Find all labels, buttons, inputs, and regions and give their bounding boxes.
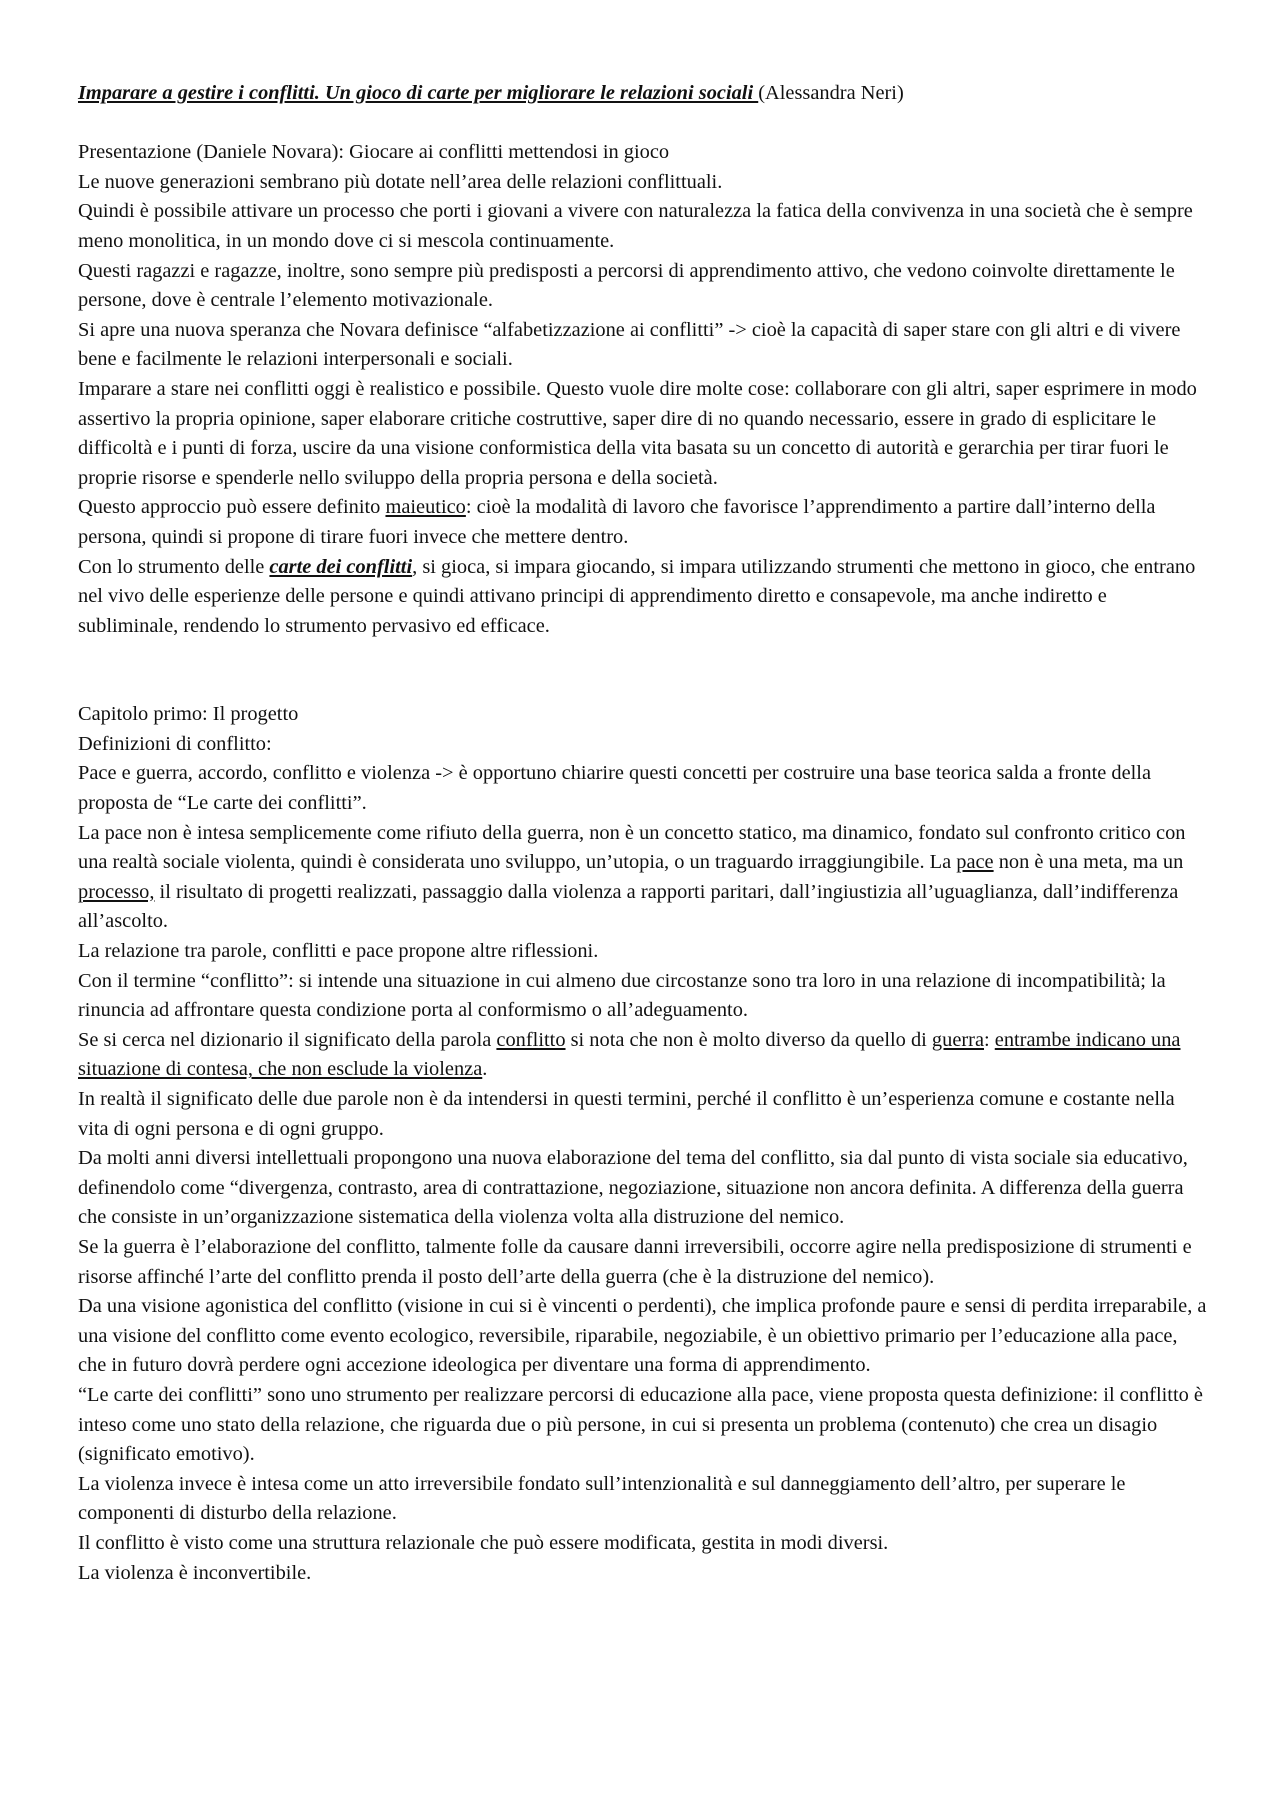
text-run: . [482,1058,488,1081]
chapter-paragraph-8: Se la guerra è l’elaborazione del conflitto, talmente folle da causare danni irreversibili, occorre agire nella predisposizione di strumenti e risorse affinché l’arte del conflitto prenda il posto dell’arte della guerra (che è la distruzione del nemico). [78,1235,1192,1288]
intro-paragraph-7 [78,553,1208,642]
section-spacer [78,641,1208,700]
chapter-paragraph-3: La relazione tra parole, conflitti e pace propone altre riflessioni. [78,940,599,963]
intro-paragraph-4: Si apre una nuova speranza che Novara definisce “alfabetizzazione ai conflitti” -> cioè la capacità di saper stare con gli altri e di vivere bene e facilmente le relazioni interpersonali e sociali. [78,318,1181,371]
text-run: : cioè la modalità di lavoro che favorisce l’apprendimento a partire dall’interno della persona, quindi si propone di tirare fuori invece che mettere dentro. [78,496,1156,548]
chapter-paragraph-11: La violenza invece è intesa come un atto irreversibile fondato sull’intenzionalità e sul danneggiamento dell’altro, per superare le componenti di disturbo della relazione. [78,1472,1126,1525]
underlined-term-guerra: guerra [931,1028,984,1051]
chapter-paragraph-12: Il conflitto è visto come una struttura relazionale che può essere modificata, gestita in modi diversi. [78,1531,889,1554]
underlined-phrase-contesa: entrambe indicano una situazione di contesa, che non esclude la violenza [78,1028,1181,1081]
book-title: Imparare a gestire i conflitti. Un gioco di carte per migliorare le relazioni sociali [78,82,759,104]
chapter-paragraph-2 [78,819,1208,937]
chapter-heading: Capitolo primo: Il progetto [78,703,299,726]
document-page [78,79,1208,1588]
spacer [78,109,1208,139]
underlined-term-conflitto: conflitto [496,1028,566,1051]
chapter-paragraph-10: “Le carte dei conflitti” sono uno strumento per realizzare percorsi di educazione alla pace, viene proposta questa definizione: il conflitto è inteso come uno stato della relazione, che riguarda due o più persone, in cui si presenta un problema (contenuto) che crea un disagio (significato emotivo). [78,1383,1203,1466]
chapter-paragraph-13: La violenza è inconvertibile. [78,1561,312,1584]
intro-paragraph-3: Questi ragazzi e ragazze, inoltre, sono sempre più predisposti a percorsi di apprendimento attivo, che vedono coinvolte direttamente le persone, dove è centrale l’elemento motivazionale. [78,259,1175,312]
intro-paragraph-5: Imparare a stare nei conflitti oggi è realistico e possibile. Questo vuole dire molte cose: collaborare con gli altri, saper esprimere in modo assertivo la propria opinione, saper elaborare critiche costruttive, saper dire di no quando necessario, essere in grado di esplicitare le difficoltà e i punti di forza, uscire da una visione conformistica della vita basata su un concetto di autorità e gerarchia per tirar fuori le proprie risorse e spenderle nello sviluppo della propria persona e della società. [78,377,1197,489]
text-run: La pace non è intesa semplicemente come rifiuto della guerra, non è un concetto statico, ma dinamico, fondato sul confronto critico con una realtà sociale violenta, quindi è considerata uno sviluppo, un’utopia, o un traguardo irraggiungibile. La [78,821,1186,874]
book-author: (Alessandra Neri) [758,82,904,104]
underlined-term-pace: pace [956,851,994,874]
intro-heading: Presentazione (Daniele Novara): Giocare ai conflitti mettendosi in gioco [78,141,670,164]
text-run: Se si cerca nel dizionario il significato della parola [78,1028,497,1051]
text-run: : [984,1028,995,1051]
intro-paragraph-1: Le nuove generazioni sembrano più dotate nell’area delle relazioni conflittuali. [78,170,723,193]
chapter-paragraph-4: Con il termine “conflitto”: si intende una situazione in cui almeno due circostanze sono tra loro in una relazione di incompatibilità; la rinuncia ad affrontare questa condizione porta al conformismo o all’adeguamento. [78,969,1166,1022]
text-run: si nota che non è molto diverso da quello di [565,1028,932,1051]
text-run: non è una meta, ma un [993,851,1184,874]
chapter-subheading: Definizioni di conflitto: [78,732,272,755]
chapter-paragraph-1: Pace e guerra, accordo, conflitto e violenza -> è opportuno chiarire questi concetti per costruire una base teorica salda a fronte della proposta de “Le carte dei conflitti”. [78,762,1152,815]
underlined-term-processo: processo, [78,880,155,903]
underlined-term-maieutico: maieutico [385,496,466,519]
text-run: Con lo strumento delle [78,555,270,578]
chapter-paragraph-6: In realtà il significato delle due parole non è da intendersi in questi termini, perché il conflitto è un’esperienza comune e costante nella vita di ogni persona e di ogni gruppo. [78,1088,1175,1140]
document-title [78,79,1208,109]
text-run: il risultato di progetti realizzati, passaggio dalla violenza a rapporti paritari, dall’ingiustizia all’uguaglianza, dall’indifferenza all’ascolto. [78,880,1179,933]
text-run: Questo approccio può essere definito [78,496,386,519]
chapter-paragraph-5 [78,1026,1208,1085]
chapter-paragraph-7: Da molti anni diversi intellettuali propongono una nuova elaborazione del tema del conflitto, sia dal punto di vista sociale sia educativo, definendolo come “divergenza, contrasto, area di contrattazione, negoziazione, situazione non ancora definita. A differenza della guerra che consiste in un’organizzazione sistematica della violenza volta alla distruzione del nemico. [78,1147,1188,1229]
chapter-paragraph-9: Da una visione agonistica del conflitto (visione in cui si è vincenti o perdenti), che implica profonde paure e sensi di perdita irreparabile, a una visione del conflitto come evento ecologico, reversibile, riparabile, negoziabile, è un obiettivo primario per l’educazione alla pace, che in futuro dovrà perdere ogni accezione ideologica per diventare una forma di apprendimento. [78,1295,1207,1377]
text-run: , si gioca, si impara giocando, si impara utilizzando strumenti che mettono in gioco, che entrano nel vivo delle esperienze delle persone e quindi attivano principi di apprendimento diretto e consapevole, ma anche indiretto e subliminale, rendendo lo strumento pervasivo ed efficace. [78,555,1196,637]
intro-paragraph-2: Quindi è possibile attivare un processo che porti i giovani a vivere con naturalezza la fatica della convivenza in una società che è sempre meno monolitica, in un mondo dove ci si mescola continuamente. [78,200,1193,252]
emphasized-term-carte-dei-conflitti: carte dei conflitti [269,555,413,578]
intro-paragraph-6 [78,493,1208,552]
